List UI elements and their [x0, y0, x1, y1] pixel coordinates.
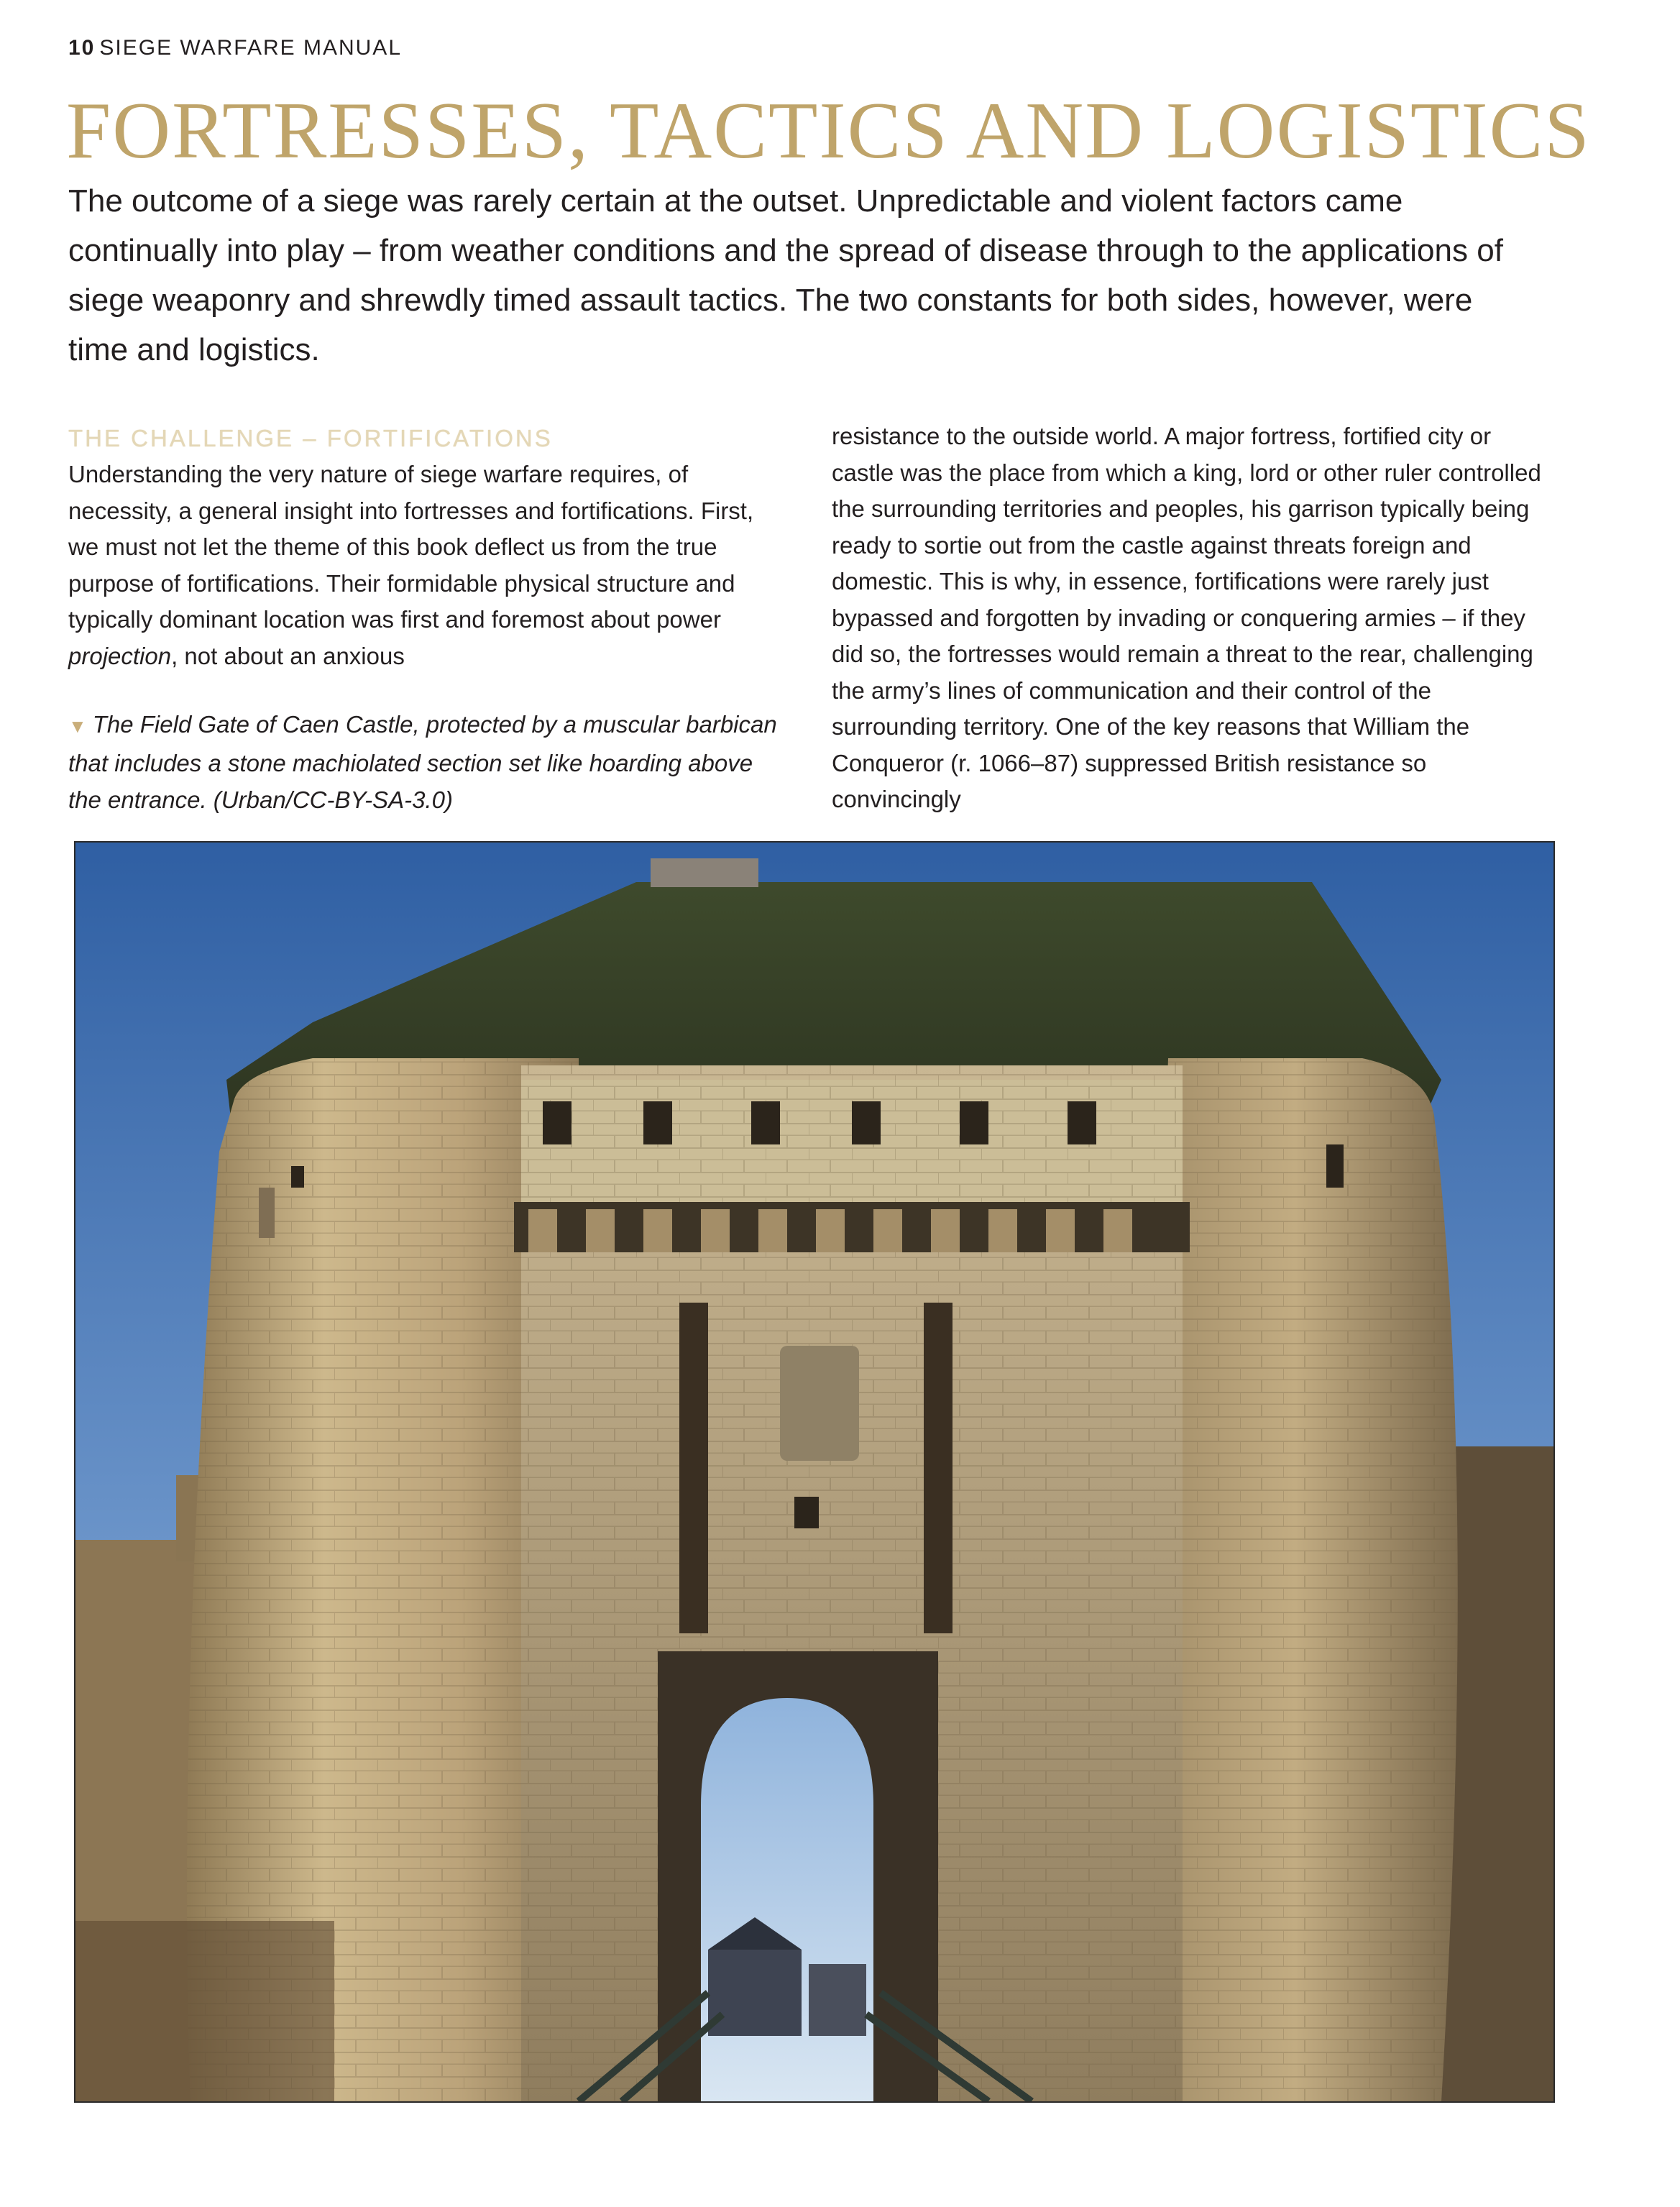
caption-text: The Field Gate of Caen Castle, protected by a muscular barbican that includes a stone machiolated section set like hoarding above the entrance. (Urban/CC-BY-SA-3.0) — [68, 711, 777, 813]
right-paragraph: resistance to the outside world. A major fortress, fortified city or castle was the place from which a king, lord or other ruler controlled the surrounding territories and peoples, his garrison typically being ready to sortie out from the castle against threats foreign and domestic. This is why, in essence, fortifications were rarely just bypassed and forgotten by invading or conquering armies – if they did so, the fortresses would remain a threat to the rear, challenging the army’s lines of communication and their control of the surrounding territory. One of the key reasons that William the Conqueror (r. 1066–87) suppressed British resistance so convincingly — [832, 423, 1541, 812]
book-title: SIEGE WARFARE MANUAL — [99, 36, 402, 60]
left-column — [68, 421, 787, 674]
castle-photo — [74, 841, 1555, 2103]
running-head — [68, 36, 402, 60]
photo-caption — [68, 706, 787, 818]
chapter-title: FORTRESSES, TACTICS AND LOGISTICS — [66, 86, 1591, 175]
section-heading: THE CHALLENGE – FORTIFICATIONS — [68, 425, 553, 451]
castle-gate-illustration — [75, 843, 1553, 2101]
intro-paragraph: The outcome of a siege was rarely certain at the outset. Unpredictable and violent factors came continually into play – from weather conditions and the spread of disease through to the applications of siege weaponry and shrewdly timed assault tactics. The two constants for both sides, however, were time and logistics. — [68, 183, 1503, 367]
left-paragraph-text: Understanding the very nature of siege warfare requires, of necessity, a general insight into fortresses and fortifications. First, we must not let the theme of this book deflect us from the true purpose of fortifications. Their formidable physical structure and typically dominant location was first and foremost about power — [68, 461, 754, 633]
caption-arrow-icon: ▼ — [68, 715, 87, 737]
page-number: 10 — [68, 36, 96, 60]
left-paragraph-italic: projection — [68, 642, 172, 669]
left-paragraph-end: , not about an anxious — [171, 642, 405, 669]
right-column — [832, 418, 1551, 818]
left-paragraph — [68, 456, 787, 674]
